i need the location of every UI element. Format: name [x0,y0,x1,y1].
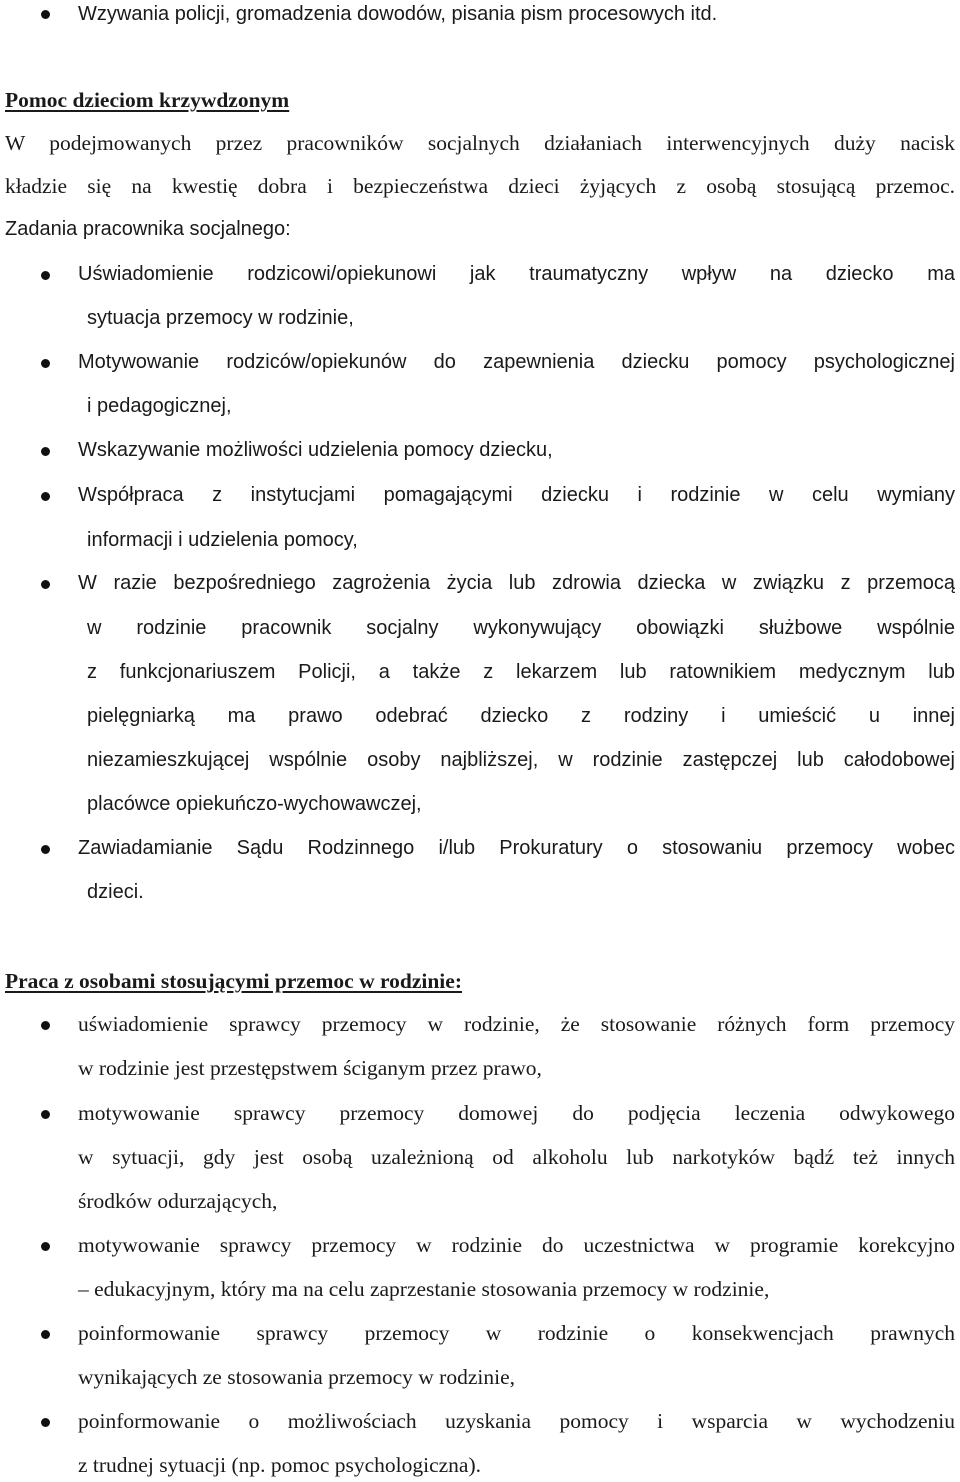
bullet-icon [41,271,50,280]
list-item-line: środków odurzających, [78,1189,278,1213]
bullet-icon [41,845,50,854]
bullet-icon [41,1418,50,1427]
list-item-line: W razie bezpośredniego zagrożenia życia lub zdrowia dziecka w związku z przemocą [78,572,955,594]
section-heading-perpetrators: Praca z osobami stosującymi przemoc w rodzinie: [5,969,462,993]
paragraph-line: Zadania pracownika socjalnego: [5,218,291,240]
list-item-line: Uświadomienie rodzicowi/opiekunowi jak traumatyczny wpływ na dziecko ma [78,263,955,285]
paragraph-line: W podejmowanych przez pracowników socjalnych działaniach interwencyjnych duży nacisk [5,131,955,155]
list-item-line: wynikających ze stosowania przemocy w rodzinie, [78,1365,516,1389]
list-item-line: Zawiadamianie Sądu Rodzinnego i/lub Prokuratury o stosowaniu przemocy wobec [78,837,955,859]
bullet-icon [41,10,50,19]
section-heading-children: Pomoc dzieciom krzywdzonym [5,88,290,112]
list-item-line: z trudnej sytuacji (np. pomoc psychologiczna). [78,1453,482,1477]
list-item-line: pielęgniarką ma prawo odebrać dziecko z rodziny i umieścić u innej [87,705,955,727]
list-item-line: poinformowanie sprawcy przemocy w rodzinie o konsekwencjach prawnych [78,1321,955,1345]
list-item-line: z funkcjonariuszem Policji, a także z lekarzem lub ratownikiem medycznym lub [87,661,955,683]
bullet-icon [41,1242,50,1251]
list-item-line: w rodzinie jest przestępstwem ściganym przez prawo, [78,1056,542,1080]
bullet-icon [41,1330,50,1339]
bullet-icon [41,447,50,456]
list-item-line: Współpraca z instytucjami pomagającymi dziecku i rodzinie w celu wymiany [78,484,955,506]
list-item-line: dzieci. [87,881,144,903]
list-item-line: Motywowanie rodziców/opiekunów do zapewnienia dziecku pomocy psychologicznej [78,351,955,373]
list-item-line: informacji i udzielenia pomocy, [87,529,358,551]
list-item-line: – edukacyjnym, który ma na celu zaprzestanie stosowania przemocy w rodzinie, [78,1277,770,1301]
list-item-line: placówce opiekuńczo-wychowawczej, [87,793,422,815]
list-item-line: motywowanie sprawcy przemocy w rodzinie do uczestnictwa w programie korekcyjno [78,1233,955,1257]
bullet-icon [41,1021,50,1030]
intro-bullet-text: Wzywania policji, gromadzenia dowodów, pisania pism procesowych itd. [78,3,718,25]
list-item-line: poinformowanie o możliwościach uzyskania pomocy i wsparcia w wychodzeniu [78,1409,955,1433]
bullet-icon [41,1110,50,1119]
bullet-icon [41,359,50,368]
list-item-line: sytuacja przemocy w rodzinie, [87,307,354,329]
list-item-line: uświadomienie sprawcy przemocy w rodzinie, że stosowanie różnych form przemocy [78,1012,955,1036]
list-item-line: i pedagogicznej, [87,395,232,417]
list-item-line: niezamieszkującej wspólnie osoby najbliższej, w rodzinie zastępczej lub całodobowej [87,749,955,771]
bullet-icon [41,580,50,589]
list-item-line: w rodzinie pracownik socjalny wykonywujący obowiązki służbowe wspólnie [87,617,955,639]
list-item-line: motywowanie sprawcy przemocy domowej do podjęcia leczenia odwykowego [78,1101,955,1125]
list-item-line: w sytuacji, gdy jest osobą uzależnioną od alkoholu lub narkotyków bądź też innych [78,1145,955,1169]
list-item-line: Wskazywanie możliwości udzielenia pomocy dziecku, [78,439,553,461]
bullet-icon [41,492,50,501]
paragraph-line: kładzie się na kwestię dobra i bezpieczeństwa dzieci żyjących z osobą stosującą przemoc. [5,174,955,198]
